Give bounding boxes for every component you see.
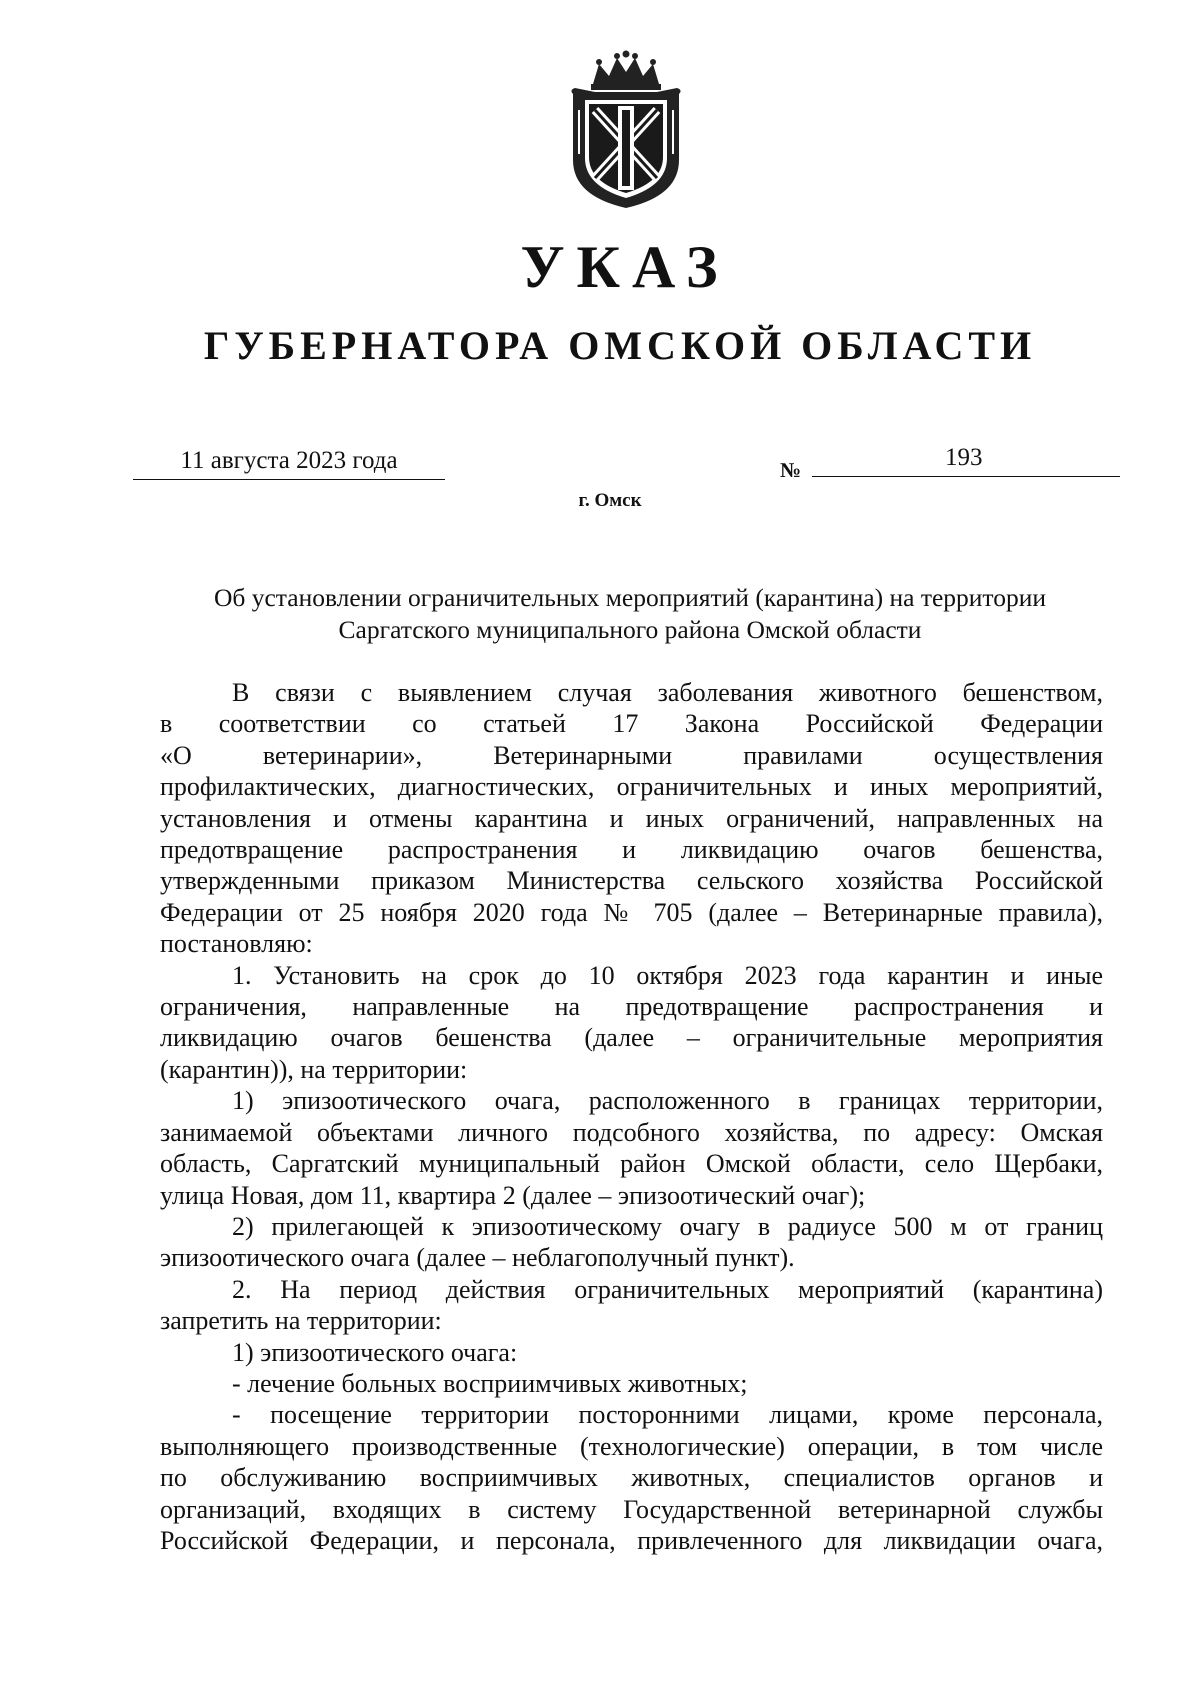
paragraph-line: занимаемой объектами личного подсобного хозяйства, по адресу: Омская <box>160 1117 1103 1147</box>
document-title: УКАЗ <box>520 234 730 300</box>
paragraph-line: 2) прилегающей к эпизоотическому очагу в радиусе 500 м от границ <box>232 1211 1103 1241</box>
paragraph-line: постановляю: <box>160 929 313 959</box>
heading-line: Об установлении ограничительных мероприятий (карантина) на территории <box>213 583 1047 612</box>
paragraph-line: ограничения, направленные на предотвращение распространения и <box>160 992 1103 1022</box>
decree-date-text: 11 августа 2023 года <box>180 447 398 474</box>
paragraph-line: улица Новая, дом 11, квартира 2 (далее – эпизоотический очаг); <box>160 1180 866 1210</box>
paragraph-line: предотвращение распространения и ликвидацию очагов бешенства, <box>160 835 1103 865</box>
paragraph-line: эпизоотического очага (далее – неблагополучный пункт). <box>160 1243 795 1273</box>
paragraph-line: - лечение больных восприимчивых животных; <box>232 1368 748 1398</box>
decree-heading <box>150 582 1110 646</box>
paragraph-line: 1. Установить на срок до 10 октября 2023 года карантин и иные <box>232 960 1103 990</box>
paragraph-line: область, Саргатский муниципальный район Омской области, село Щербаки, <box>160 1149 1103 1179</box>
paragraph-line: установления и отмены карантина и иных ограничений, направленных на <box>160 803 1103 833</box>
paragraph-line: 1) эпизоотического очага, расположенного в границах территории, <box>232 1086 1103 1116</box>
number-sign: № <box>780 458 802 482</box>
paragraph-line: В связи с выявлением случая заболевания животного бешенством, <box>232 678 1103 707</box>
paragraph-line: Федерации от 25 ноября 2020 года № 705 (далее – Ветеринарные правила), <box>160 897 1103 927</box>
paragraph-line: ликвидацию очагов бешенства (далее – ограничительные мероприятия <box>160 1023 1103 1053</box>
heading-line: Саргатского муниципального района Омской области <box>338 615 922 644</box>
decree-number-text: 193 <box>945 444 983 471</box>
paragraph-line: организаций, входящих в систему Государственной ветеринарной службы <box>160 1494 1103 1524</box>
paragraph-line: - посещение территории посторонними лицами, кроме персонала, <box>232 1400 1103 1430</box>
paragraph-line: выполняющего производственные (технологические) операции, в том числе <box>160 1431 1103 1461</box>
paragraph-line: (карантин)), на территории: <box>160 1054 468 1084</box>
paragraph-line: профилактических, диагностических, ограничительных и иных мероприятий, <box>160 772 1103 802</box>
paragraph-line: 2. На период действия ограничительных мероприятий (карантина) <box>232 1274 1103 1304</box>
paragraph-line: «О ветеринарии», Ветеринарными правилами осуществления <box>160 740 1103 770</box>
paragraph-line: по обслуживанию восприимчивых животных, специалистов органов и <box>160 1463 1103 1493</box>
document-subtitle: ГУБЕРНАТОРА ОМСКОЙ ОБЛАСТИ <box>203 323 1037 368</box>
decree-body <box>160 677 1103 1556</box>
paragraph-line: 1) эпизоотического очага: <box>232 1337 518 1367</box>
decree-date <box>133 445 445 480</box>
decree-number <box>812 442 1120 477</box>
decree-city: г. Омск <box>578 490 642 511</box>
paragraph-line: запретить на территории: <box>160 1306 442 1336</box>
paragraph-line: утвержденными приказом Министерства сельского хозяйства Российской <box>160 866 1103 896</box>
paragraph-line: в соответствии со статьей 17 Закона Российской Федерации <box>160 709 1103 739</box>
paragraph-line: Российской Федерации, и персонала, привлеченного для ликвидации очага, <box>160 1525 1103 1555</box>
omsk-coat-of-arms-icon <box>565 50 687 210</box>
